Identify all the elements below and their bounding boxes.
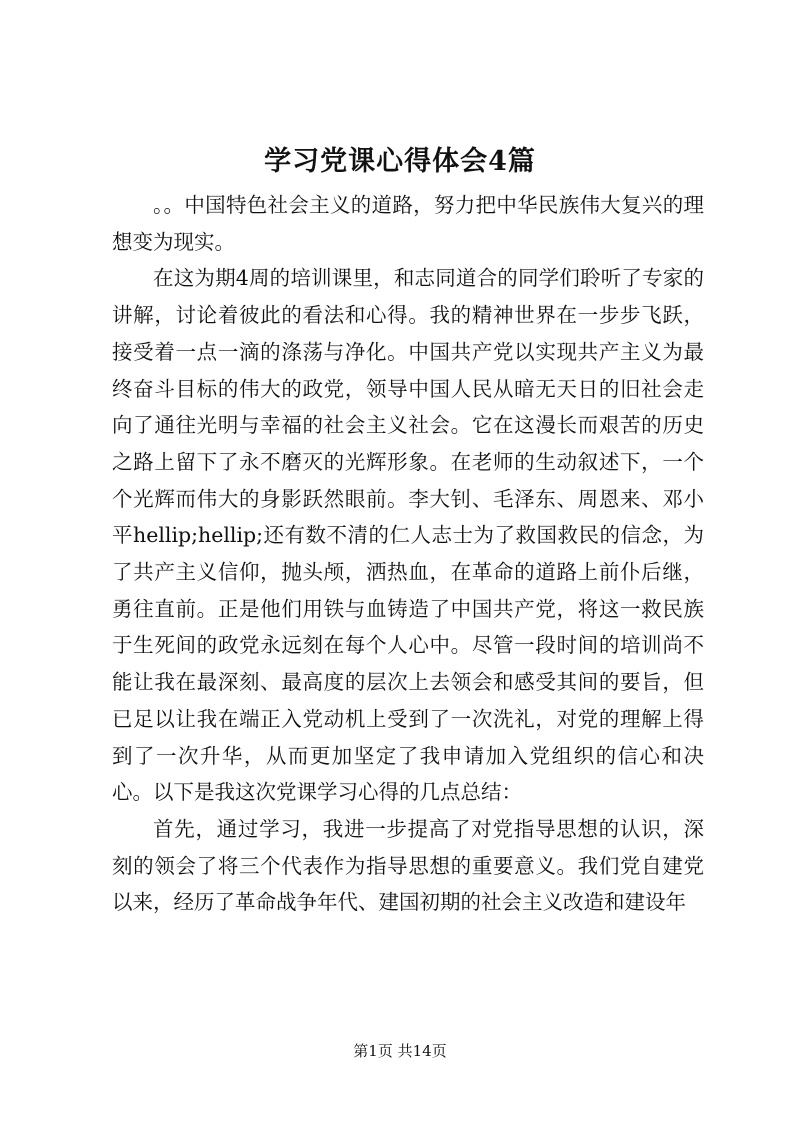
document-body	[112, 187, 704, 921]
paragraph: 首先，通过学习，我进一步提高了对党指导思想的认识，深刻的领会了将三个代表作为指导思想的重要意义。我们党自建党以来，经历了革命战争年代、建国初期的社会主义改造和建设年	[112, 816, 704, 915]
page-footer: 第1页 共14页	[353, 1042, 447, 1060]
paragraph: 在这为期4周的培训课里，和志同道合的同学们聆听了专家的讲解，讨论着彼此的看法和心得。我的精神世界在一步步飞跃，接受着一点一滴的涤荡与净化。中国共产党以实现共产主义为最终奋斗目标的伟大的政党，领导中国人民从暗无天日的旧社会走向了通往光明与幸福的社会主义社会。它在这漫长而艰苦的历史之路上留下了永不磨灭的光辉形象。在老师的生动叙述下，一个个光辉而伟大的身影跃然眼前。李大钊、毛泽东、周恩来、邓小平hellip;hellip;还有数不清的仁人志士为了救国救民的信念，为了共产主义信仰，抛头颅，洒热血，在革命的道路上前仆后继，勇往直前。正是他们用铁与血铸造了中国共产党，将这一救民族于生死间的政党永远刻在每个人心中。尽管一段时间的培训尚不能让我在最深刻、最高度的层次上去领会和感受其间的要旨，但已足以让我在端正入党动机上受到了一次洗礼，对党的理解上得到了一次升华，从而更加坚定了我申请加入党组织的信心和决心。以下是我这次党课学习心得的几点总结：	[112, 266, 704, 805]
paragraph: 。。中国特色社会主义的道路，努力把中华民族伟大复兴的理想变为现实。	[112, 193, 704, 254]
document-title: 学习党课心得体会4篇	[264, 146, 536, 177]
